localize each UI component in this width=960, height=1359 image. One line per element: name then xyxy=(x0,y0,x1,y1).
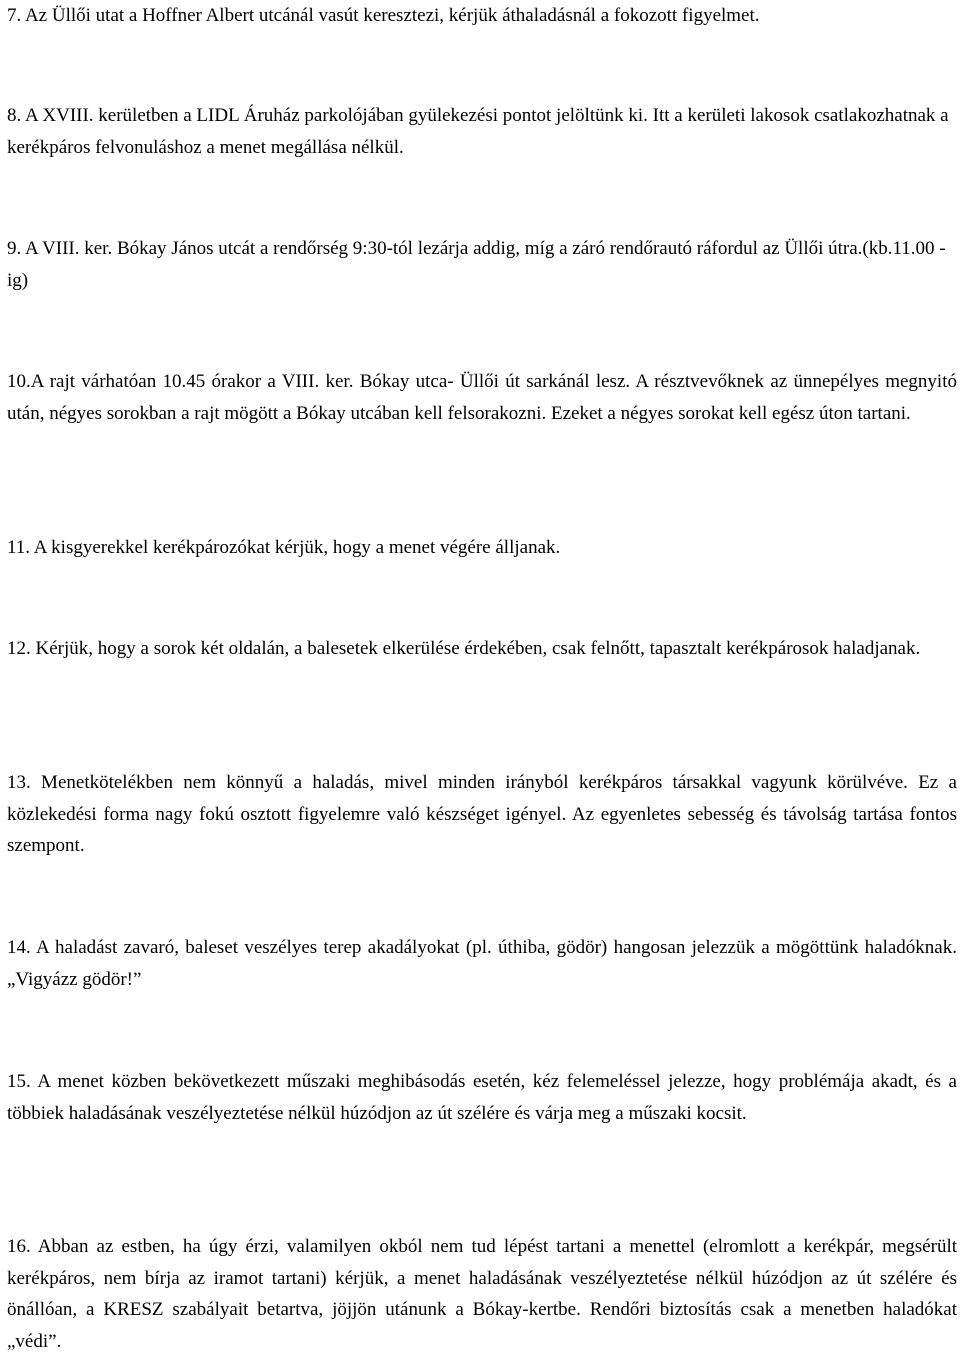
paragraph-14: 14. A haladást zavaró, baleset veszélyes terep akadályokat (pl. úthiba, gödör) hangosan jelezzük a mögöttünk haladóknak. „Vigyázz gödör!” xyxy=(7,937,957,990)
paragraph-7: 7. Az Üllői utat a Hoffner Albert utcánál vasút keresztezi, kérjük áthaladásnál a fokozott figyelmet. xyxy=(7,5,760,26)
paragraph-12: 12. Kérjük, hogy a sorok két oldalán, a balesetek elkerülése érdekében, csak felnőtt, tapasztalt kerékpárosok haladjanak. xyxy=(7,638,921,659)
paragraph-16: 16. Abban az estben, ha úgy érzi, valamilyen okból nem tud lépést tartani a menettel (elromlott a kerékpár, megsérült kerékpáros, nem bírja az iramot tartani) kérjük, a menet haladásának veszélyeztetése nélkül húzódjon az út szélére és önállóan, a KRESZ szabályait betartva, jöjjön utánunk a Bókay-kertbe. Rendőri biztosítás csak a menetben haladókat „védi”. xyxy=(7,1236,957,1352)
paragraph-11: 11. A kisgyerekkel kerékpározókat kérjük, hogy a menet végére álljanak. xyxy=(7,537,561,558)
paragraph-15: 15. A menet közben bekövetkezett műszaki meghibásodás esetén, kéz felemeléssel jelezze, hogy problémája akadt, és a többiek haladásának veszélyeztetése nélkül húzódjon az út szélére és várja meg a műszaki kocsit. xyxy=(7,1071,957,1124)
paragraph-8: 8. A XVIII. kerületben a LIDL Áruház parkolójában gyülekezési pontot jelöltünk ki. Itt a kerületi lakosok csatlakozhatnak a kerékpáros felvonuláshoz a menet megállása nélkül. xyxy=(7,105,949,158)
paragraph-10: 10.A rajt várhatóan 10.45 órakor a VIII. ker. Bókay utca- Üllői út sarkánál lesz. A résztvevőknek az ünnepélyes megnyitó után, négyes sorokban a rajt mögött a Bókay utcában kell felsorakozni. Ezeket a négyes sorokat kell egész úton tartani. xyxy=(7,371,957,424)
paragraph-9: 9. A VIII. ker. Bókay János utcát a rendőrség 9:30-tól lezárja addig, míg a záró rendőrautó ráfordul az Üllői útra.(kb.11.00 -ig) xyxy=(7,238,946,291)
paragraph-13: 13. Menetkötelékben nem könnyű a haladás, mivel minden irányból kerékpáros társakkal vagyunk körülvéve. Ez a közlekedési forma nagy fokú osztott figyelemre való készséget igényel. Az egyenletes sebesség és távolság tartása fontos szempont. xyxy=(7,772,957,856)
